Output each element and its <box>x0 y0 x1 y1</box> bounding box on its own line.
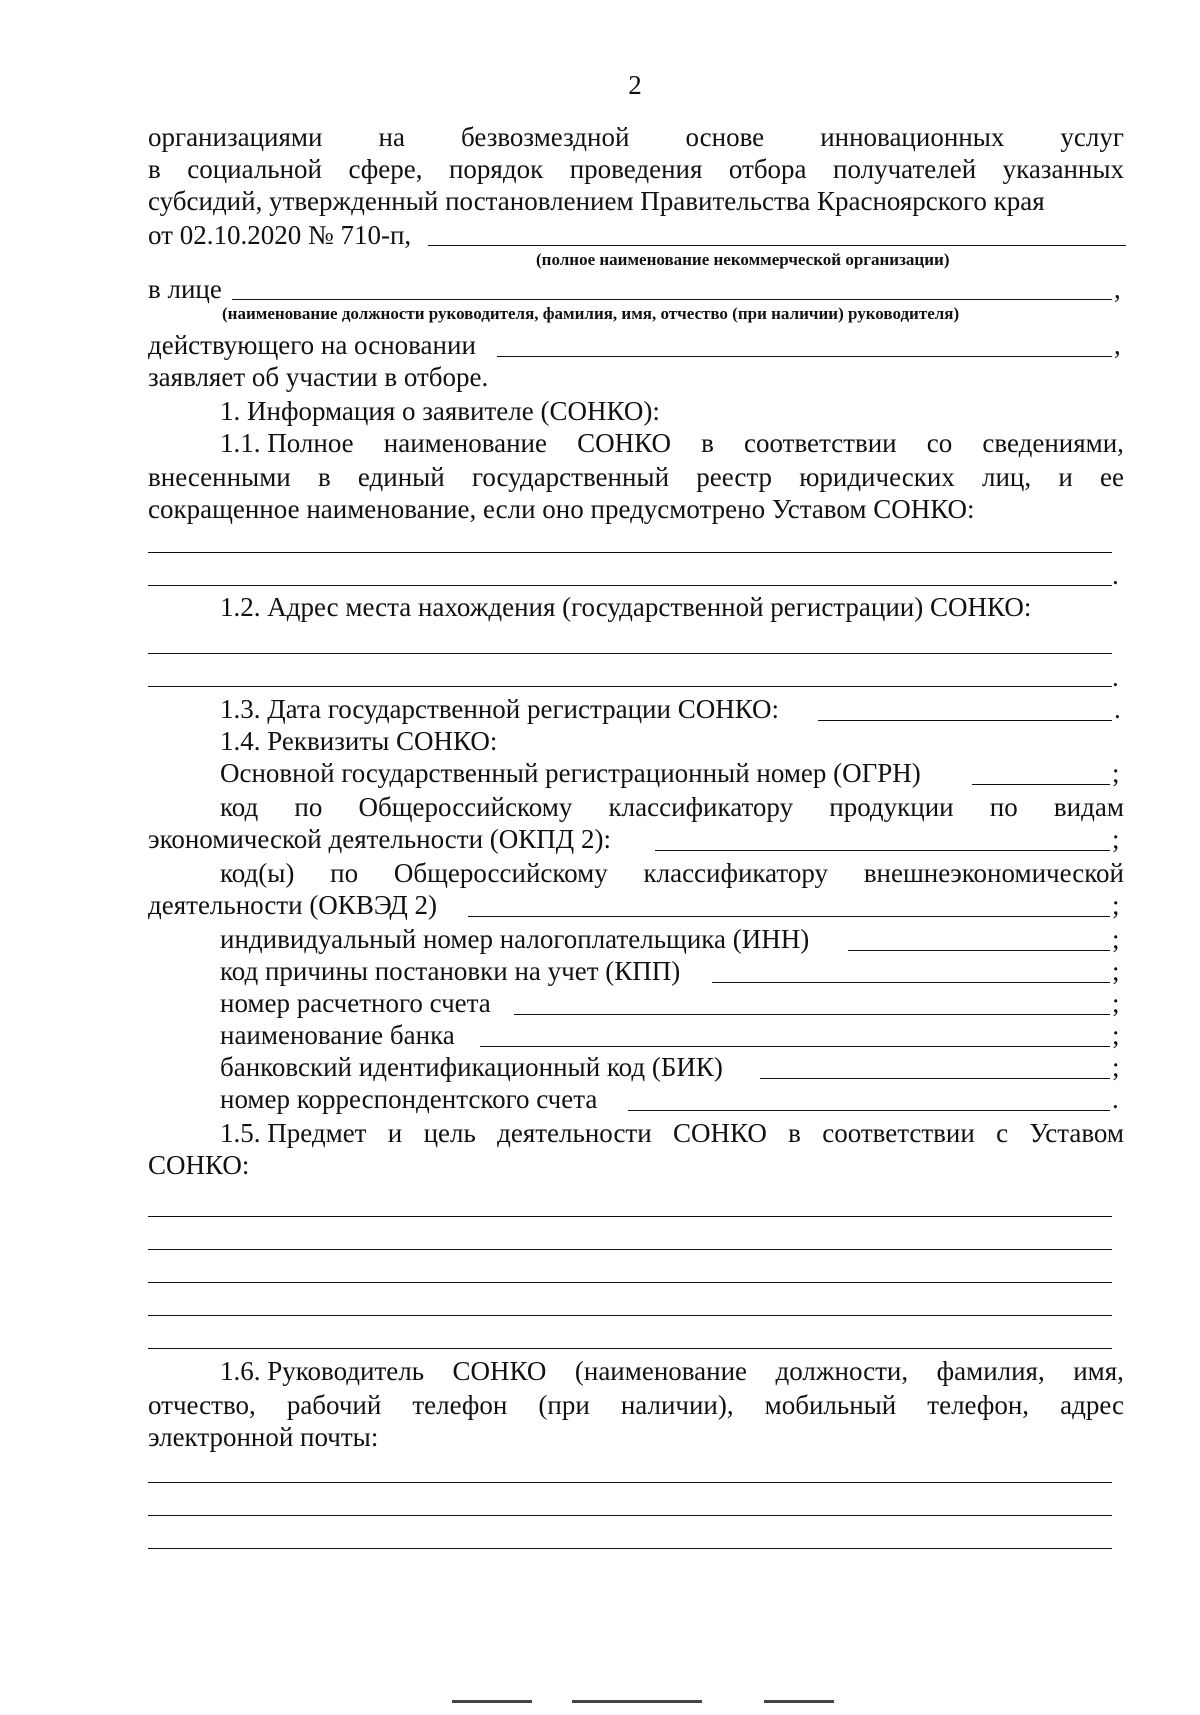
word: рабочий <box>286 1390 382 1420</box>
item-1-6-line-2 <box>148 1390 1124 1421</box>
word: со <box>926 428 953 458</box>
word: по <box>330 858 359 888</box>
bik-label: банковский идентификационный код (БИК) <box>220 1052 723 1082</box>
word: в <box>317 462 331 492</box>
word: Общероссийскому <box>358 792 573 822</box>
item-1-1-line-2 <box>148 462 1124 493</box>
word: социальной <box>187 154 323 184</box>
word: по <box>294 792 323 822</box>
item-1-6-line-1 <box>220 1356 1124 1387</box>
inn-field[interactable] <box>848 950 1110 951</box>
word: видам <box>1053 792 1124 822</box>
word: с <box>996 1118 1009 1148</box>
blank-line-field[interactable] <box>148 1282 1112 1283</box>
word: мобильный <box>764 1390 897 1420</box>
word: СОНКО <box>577 428 671 458</box>
corr-account-field[interactable] <box>628 1110 1110 1111</box>
word: единый <box>357 462 445 492</box>
intro-line-3: субсидий, утвержденный постановлением Правительства Красноярского края <box>148 186 1045 216</box>
word: организациями <box>148 122 323 152</box>
word: и <box>387 1118 403 1148</box>
word: 1.6. Руководитель <box>220 1356 425 1386</box>
word: телефон <box>412 1390 508 1420</box>
word: 1.1. Полное <box>220 428 354 458</box>
period-mark: . <box>1112 1084 1119 1114</box>
word: на <box>378 122 405 152</box>
word: инновационных <box>820 122 1005 152</box>
word: соответствии <box>744 428 897 458</box>
word: адрес <box>1060 1390 1124 1420</box>
semicolon-mark: ; <box>1112 924 1120 954</box>
period-mark: . <box>1112 662 1119 692</box>
word: СОНКО <box>452 1356 547 1386</box>
word: должности, <box>775 1356 909 1386</box>
blank-line-field[interactable] <box>148 1482 1112 1483</box>
declares-text: заявляет об участии в отборе. <box>148 362 489 392</box>
word: безвозмездной <box>461 122 630 152</box>
word: СОНКО <box>673 1118 767 1148</box>
word: указанных <box>1002 154 1124 184</box>
item-1-2-label: 1.2. Адрес места нахождения (государственной регистрации) СОНКО: <box>220 592 1032 622</box>
head-person-field[interactable] <box>232 299 1112 300</box>
word: сведениями, <box>982 428 1124 458</box>
word: 1.5. Предмет <box>220 1118 367 1148</box>
org-name-caption: (полное наименование некоммерческой организации) <box>536 250 950 269</box>
word: сфере, <box>348 154 423 184</box>
intro-line-2 <box>148 154 1124 185</box>
word: внесенными <box>148 462 291 492</box>
word: отчество, <box>148 1390 256 1420</box>
item-1-1-line-3: сокращенное наименование, если оно предусмотрено Уставом СОНКО: <box>148 494 975 524</box>
okpd-line-2: экономической деятельности (ОКПД 2): <box>148 824 611 854</box>
semicolon-mark: ; <box>1112 758 1120 788</box>
word: государственный <box>471 462 670 492</box>
inn-label: индивидуальный номер налогоплательщика (ИНН) <box>220 924 810 954</box>
corr-account-label: номер корреспондентского счета <box>220 1084 598 1114</box>
okpd-field[interactable] <box>655 850 1110 851</box>
section-1-title: 1. Информация о заявителе (СОНКО): <box>220 396 660 426</box>
bank-field[interactable] <box>480 1046 1110 1047</box>
semicolon-mark: ; <box>1112 956 1120 986</box>
registration-date-field[interactable] <box>818 720 1112 721</box>
item-1-5-line-2: СОНКО: <box>148 1150 250 1180</box>
word: получателей <box>833 154 977 184</box>
bik-field[interactable] <box>760 1078 1110 1079</box>
word: Общероссийскому <box>393 858 608 888</box>
head-person-caption: (наименование должности руководителя, фамилия, имя, отчество (при наличии) руководителя) <box>222 304 960 323</box>
blank-line-field[interactable] <box>148 653 1112 654</box>
intro-line-1 <box>148 122 1124 153</box>
ogrn-label: Основной государственный регистрационный номер (ОГРН) <box>220 758 921 788</box>
semicolon-mark: ; <box>1112 1052 1120 1082</box>
blank-line-field[interactable] <box>148 1548 1112 1549</box>
item-1-1-line-1 <box>220 428 1124 459</box>
kpp-label: код причины постановки на учет (КПП) <box>220 956 681 986</box>
word: наименование <box>383 428 547 458</box>
word: отбора <box>728 154 807 184</box>
word: юридических <box>799 462 955 492</box>
acting-basis-field[interactable] <box>497 356 1112 357</box>
period-mark: . <box>1114 694 1121 724</box>
cropped-mark <box>764 1700 834 1707</box>
account-field[interactable] <box>514 1014 1110 1015</box>
semicolon-mark: ; <box>1112 890 1120 920</box>
word: продукции <box>829 792 954 822</box>
word: классификатору <box>643 858 829 888</box>
word: лиц, <box>982 462 1032 492</box>
word: в <box>701 428 714 458</box>
blank-line-field[interactable] <box>148 1348 1112 1349</box>
word: в <box>788 1118 801 1148</box>
word: основе <box>685 122 765 152</box>
word: код <box>220 792 259 822</box>
word: в <box>148 154 161 184</box>
word: цель <box>423 1118 476 1148</box>
semicolon-mark: ; <box>1112 1020 1120 1050</box>
comma-mark: , <box>1114 274 1121 304</box>
kpp-field[interactable] <box>712 982 1110 983</box>
word: деятельности <box>497 1118 652 1148</box>
blank-line-field[interactable] <box>148 1515 1112 1516</box>
word: (наименование <box>574 1356 748 1386</box>
blank-line-field[interactable] <box>148 1315 1112 1316</box>
okpd-line-1 <box>220 792 1124 823</box>
word: код(ы) <box>220 858 295 888</box>
blank-line-field[interactable] <box>148 1249 1112 1250</box>
item-1-4-label: 1.4. Реквизиты СОНКО: <box>220 726 498 756</box>
item-1-5-line-1 <box>220 1118 1124 1149</box>
okved-line-1 <box>220 858 1124 889</box>
word: по <box>989 792 1018 822</box>
bank-label: наименование банка <box>220 1020 455 1050</box>
blank-line-field[interactable] <box>148 585 1112 586</box>
page-number: 2 <box>628 70 642 100</box>
word: ее <box>1099 462 1124 492</box>
word: порядок <box>448 154 544 184</box>
word: соответствии <box>822 1118 975 1148</box>
cropped-mark <box>452 1700 532 1707</box>
okved-field[interactable] <box>468 916 1110 917</box>
word: классификатору <box>608 792 794 822</box>
semicolon-mark: ; <box>1112 824 1120 854</box>
word: реестр <box>696 462 772 492</box>
word: фамилия, <box>936 1356 1045 1386</box>
comma-mark: , <box>1114 330 1121 360</box>
in-person-label: в лице <box>148 274 222 304</box>
word: услуг <box>1060 122 1124 152</box>
word: имя, <box>1073 1356 1124 1386</box>
word: Уставом <box>1029 1118 1124 1148</box>
word: (при <box>538 1390 590 1420</box>
word: и <box>1058 462 1073 492</box>
semicolon-mark: ; <box>1112 988 1120 1018</box>
word: проведения <box>569 154 703 184</box>
cropped-mark <box>572 1700 702 1707</box>
ogrn-field[interactable] <box>972 784 1110 785</box>
period-mark: . <box>1112 560 1119 590</box>
blank-line-field[interactable] <box>148 1216 1112 1217</box>
word: внешнеэкономической <box>863 858 1124 888</box>
acting-basis-label: действующего на основании <box>148 330 476 360</box>
item-1-6-line-3: электронной почты: <box>148 1422 379 1452</box>
blank-line-field[interactable] <box>148 552 1112 553</box>
account-label: номер расчетного счета <box>220 988 491 1018</box>
org-name-field[interactable] <box>428 245 1126 246</box>
intro-line-4: от 02.10.2020 № 710-п, <box>148 220 412 250</box>
blank-line-field[interactable] <box>148 686 1112 687</box>
item-1-3-label: 1.3. Дата государственной регистрации СОНКО: <box>220 694 780 724</box>
okved-line-2: деятельности (ОКВЭД 2) <box>148 890 438 920</box>
word: наличии), <box>620 1390 734 1420</box>
word: телефон, <box>927 1390 1030 1420</box>
